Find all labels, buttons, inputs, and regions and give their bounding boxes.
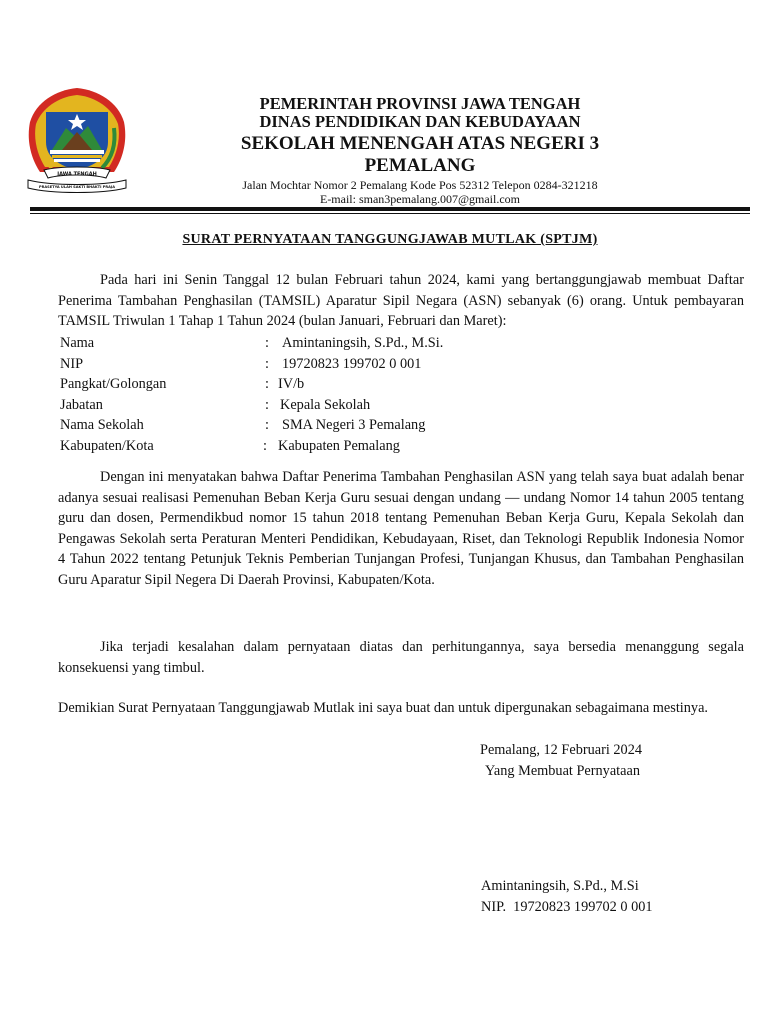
field-colon: :	[265, 376, 269, 392]
field-colon: :	[263, 437, 267, 454]
letterhead-line-1: PEMERINTAH PROVINSI JAWA TENGAH	[259, 94, 581, 113]
liability-paragraph: Jika terjadi kesalahan dalam pernyataan diatas dan perhitungannya, saya bersedia menanggung segala konsekuensi yang timbul.	[58, 639, 744, 676]
jawa-tengah-emblem-icon	[22, 84, 132, 196]
letterhead-line-3: SEKOLAH MENENGAH ATAS NEGERI 3	[240, 133, 600, 154]
field-value: Kabupaten Pemalang	[278, 437, 400, 454]
field-value: Kepala Sekolah	[280, 396, 371, 413]
signature-name: Amintaningsih, S.Pd., M.Si	[481, 878, 639, 894]
field-colon: :	[265, 335, 269, 351]
letterhead-email: E-mail: sman3pemalang.007@gmail.com	[319, 192, 520, 206]
identity-fields	[60, 333, 660, 456]
field-label: Nama Sekolah	[60, 417, 144, 433]
field-label: Nama	[60, 335, 95, 351]
field-colon: :	[265, 396, 269, 413]
field-row-pangkat	[60, 374, 660, 395]
emblem-ribbon-text: JAWA TENGAH	[57, 171, 97, 178]
signature-footer	[481, 876, 741, 917]
field-label: Pangkat/Golongan	[60, 376, 167, 392]
field-label: NIP	[60, 355, 84, 372]
document-title: SURAT PERNYATAAN TANGGUNGJAWAB MUTLAK (SPTJM)	[182, 232, 598, 247]
field-label: Kabupaten/Kota	[60, 437, 154, 454]
field-row-nip	[60, 354, 660, 375]
field-value: SMA Negeri 3 Pemalang	[282, 417, 426, 433]
letterhead-title	[175, 95, 665, 176]
letterhead-address: Jalan Mochtar Nomor 2 Pemalang Kode Pos 52312 Telepon 0284-321218	[242, 178, 598, 192]
field-row-jabatan	[60, 395, 660, 416]
letterhead-address-block	[175, 178, 665, 206]
closing-paragraph: Demikian Surat Pernyataan Tanggungjawab Mutlak ini saya buat dan untuk dipergunakan sebagaimana mestinya.	[58, 700, 708, 716]
field-row-kabupaten	[60, 436, 660, 457]
statement-paragraph: Dengan ini menyatakan bahwa Daftar Penerima Tambahan Penghasilan ASN yang telah saya buat adalah benar adanya sesuai realisasi Pemenuhan Beban Kerja Guru sesuai dengan undang — undang Nomor 14 tahun 2005 tentang guru dan dosen, Permendikbud nomor 15 tahun 2018 tentang Pemenuhan Beban Kerja Guru, Kepala Sekolah dan Pengawas Sekolah serta Peraturan Menteri Pendidikan, Kebudayaan, Riset, dan Teknologi Republik Indonesia Nomor 4 Tahun 2022 tentang Petunjuk Teknis Pemberian Tunjangan Profesi, Tunjangan Khusus, dan Tambahan Penghasilan Guru Aparatur Sipil Negera Di Daerah Provinsi, Kabupaten/Kota.	[58, 469, 744, 588]
field-row-nama	[60, 333, 660, 354]
letterhead-divider-thin	[30, 213, 750, 214]
field-value: Amintaningsih, S.Pd., M.Si.	[282, 335, 444, 351]
field-label: Jabatan	[60, 396, 103, 413]
signature-header	[480, 740, 710, 781]
signature-nip: NIP. 19720823 199702 0 001	[481, 898, 653, 915]
letterhead-line-2: DINAS PENDIDIKAN DAN KEBUDAYAAN	[259, 112, 581, 131]
field-colon: :	[265, 417, 269, 433]
signature-role: Yang Membuat Pernyataan	[485, 762, 640, 779]
letterhead-line-4: PEMALANG	[364, 155, 476, 176]
field-value: 19720823 199702 0 001	[282, 355, 422, 372]
signature-place-date: Pemalang, 12 Februari 2024	[480, 742, 642, 758]
field-colon: :	[265, 355, 269, 372]
field-row-nama-sekolah	[60, 415, 660, 436]
intro-paragraph: Pada hari ini Senin Tanggal 12 bulan Februari tahun 2024, kami yang bertanggungjawab membuat Daftar Penerima Tambahan Penghasilan (TAMSIL) Aparatur Sipil Negara (ASN) sebanyak (6) orang. Untuk pembayaran TAMSIL Triwulan 1 Tahap 1 Tahun 2024 (bulan Januari, Februari dan Maret):	[58, 272, 744, 329]
field-value: IV/b	[278, 376, 305, 392]
emblem-motto-text: PRASETYA ULAH SAKTI BHAKTI PRAJA	[38, 185, 116, 189]
letterhead-divider-thick	[30, 207, 750, 211]
